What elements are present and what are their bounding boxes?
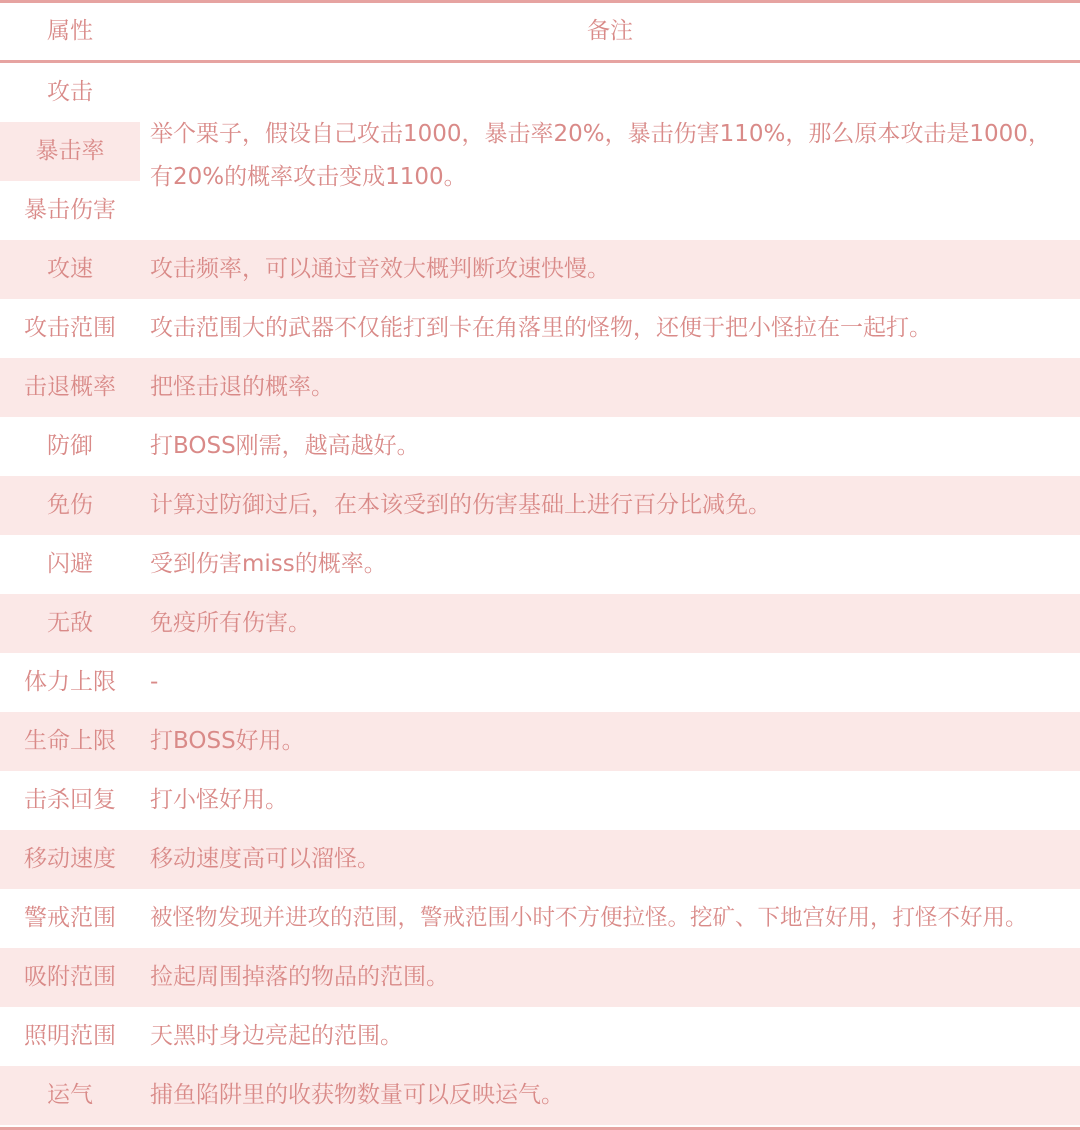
row-note: 免疫所有伤害。: [150, 609, 311, 636]
table-row: [0, 240, 1080, 299]
row-attribute: 吸附范围: [24, 963, 116, 990]
table-row: [0, 889, 1080, 948]
row-note: 移动速度高可以溜怪。: [150, 845, 380, 872]
attr-attack: 攻击: [47, 78, 93, 105]
row-note: 打BOSS好用。: [150, 727, 305, 754]
table-row: [0, 771, 1080, 830]
row-note: 捡起周围掉落的物品的范围。: [150, 963, 449, 990]
header-attribute: 属性: [47, 17, 93, 44]
row-attribute: 移动速度: [24, 845, 116, 872]
table-row: [0, 358, 1080, 417]
attr-crit-damage: 暴击伤害: [24, 196, 116, 223]
table-row: [0, 948, 1080, 1007]
table-row: [0, 594, 1080, 653]
row-attribute: 闪避: [47, 550, 93, 577]
note-crit-example: 举个栗子，假设自己攻击1000，暴击率20%，暴击伤害110%，那么原本攻击是1000，有20%的概率攻击变成1100。: [150, 121, 1051, 190]
table-header: [0, 3, 1080, 63]
row-attribute: 运气: [47, 1081, 93, 1108]
row-note: 被怪物发现并进攻的范围，警戒范围小时不方便拉怪。挖矿、下地宫好用，打怪不好用。: [150, 905, 1028, 932]
row-note: 打小怪好用。: [150, 786, 288, 813]
table-row: [0, 417, 1080, 476]
row-note: 计算过防御过后，在本该受到的伤害基础上进行百分比减免。: [150, 491, 771, 518]
row-note: 捕鱼陷阱里的收获物数量可以反映运气。: [150, 1081, 564, 1108]
row-note: -: [150, 668, 159, 695]
row-attribute: 警戒范围: [24, 904, 116, 931]
attr-crit-rate: 暴击率: [0, 122, 140, 181]
table-row: [0, 299, 1080, 358]
table-row: [0, 1007, 1080, 1066]
table-row: [0, 712, 1080, 771]
row-attribute: 攻速: [47, 255, 93, 282]
header-note: 备注: [587, 17, 633, 44]
table-row: [0, 476, 1080, 535]
row-attribute: 免伤: [47, 491, 93, 518]
table-row: [0, 653, 1080, 712]
row-note: 攻击频率，可以通过音效大概判断攻速快慢。: [150, 255, 610, 282]
table-row: [0, 830, 1080, 889]
row-note: 把怪击退的概率。: [150, 373, 334, 400]
table-row: [0, 1066, 1080, 1125]
row-note: 受到伤害miss的概率。: [150, 550, 387, 577]
row-attribute: 无敌: [47, 609, 93, 636]
table-row: [0, 535, 1080, 594]
row-attribute: 击退概率: [24, 373, 116, 400]
row-attribute: 照明范围: [24, 1022, 116, 1049]
row-attribute: 攻击范围: [24, 314, 116, 341]
row-note: 攻击范围大的武器不仅能打到卡在角落里的怪物，还便于把小怪拉在一起打。: [150, 314, 932, 341]
row-note: 打BOSS刚需，越高越好。: [150, 432, 420, 459]
row-attribute: 生命上限: [24, 727, 116, 754]
row-attribute: 击杀回复: [24, 786, 116, 813]
row-attribute: 体力上限: [24, 668, 116, 695]
row-note: 天黑时身边亮起的范围。: [150, 1022, 403, 1049]
row-attribute: 防御: [47, 432, 93, 459]
